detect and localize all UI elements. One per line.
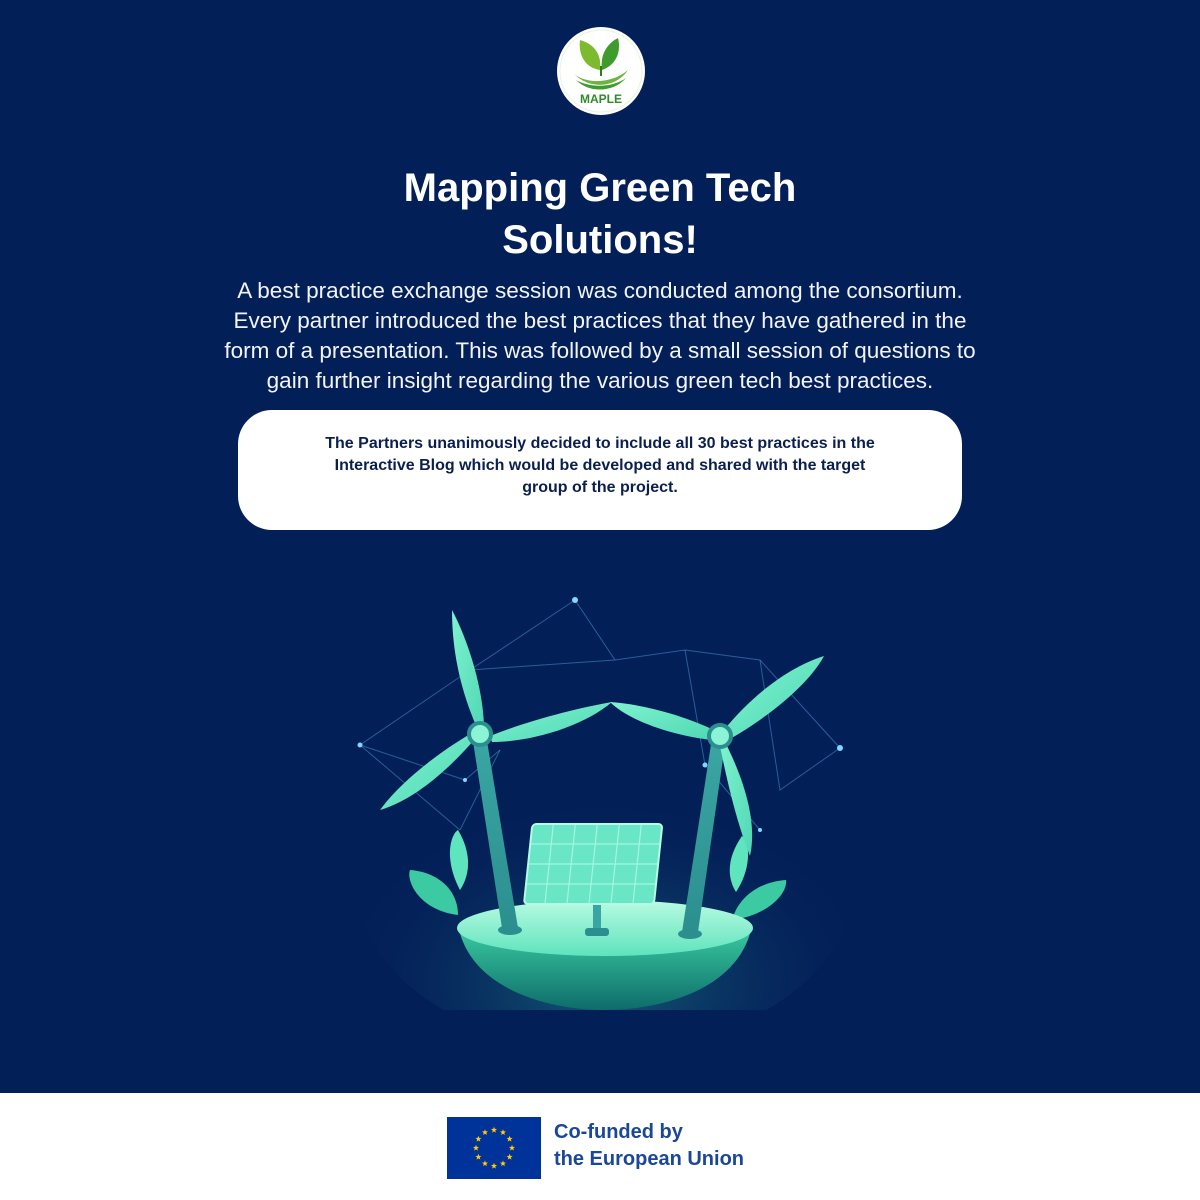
maple-logo-text: MAPLE xyxy=(580,92,622,106)
title-line-2: Solutions! xyxy=(502,218,698,262)
intro-paragraph xyxy=(180,276,1020,396)
page-title xyxy=(200,162,1000,266)
intro-line-1: A best practice exchange session was conducted among the consortium. xyxy=(237,278,963,303)
intro-line-2: Every partner introduced the best practices that they have gathered in the xyxy=(233,308,967,333)
callout-line-1: The Partners unanimously decided to include all 30 best practices in the xyxy=(325,435,875,452)
callout-box xyxy=(238,410,962,530)
callout-line-2: Interactive Blog which would be developed and shared with the target xyxy=(334,457,866,474)
callout-text xyxy=(258,433,942,499)
wind-turbines-solar-island-icon xyxy=(340,580,880,1010)
footer-bar xyxy=(0,1093,1200,1200)
title-line-1: Mapping Green Tech xyxy=(403,166,797,210)
eu-flag-icon xyxy=(447,1117,541,1179)
callout-line-3: group of the project. xyxy=(522,479,678,496)
eu-line-2: the European Union xyxy=(554,1148,744,1170)
maple-logo xyxy=(556,26,646,116)
intro-line-3: form of a presentation. This was followed by a small session of questions to xyxy=(224,338,976,363)
eu-line-1: Co-funded by xyxy=(554,1121,683,1143)
eu-funding-text xyxy=(554,1119,744,1173)
intro-line-4: gain further insight regarding the various green tech best practices. xyxy=(266,368,934,393)
